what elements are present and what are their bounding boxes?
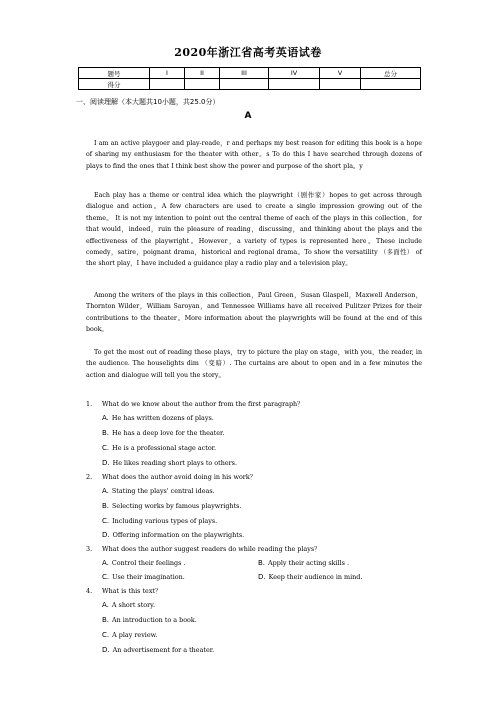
option-text: Offering information on the playwrights. [112,531,245,539]
answer-option[interactable] [102,487,215,495]
passage-paragraph: To get the most out of reading these plays，try to picture the play on stage，with you，the reader, in the audience. The houselights dim （变暗）. The curtains are about to open and in a few minutes the action and dialogue will tell you the story。 [86,349,422,379]
answer-option[interactable] [102,459,237,467]
question-number: 3. [86,545,93,553]
question-text: What do we know about the author from the first paragraph？ [102,400,304,408]
answer-option[interactable] [102,531,244,539]
score-cell: III [220,68,269,79]
option-text: He is a professional stage actor. [112,444,217,452]
passage-paragraph: Among the writers of the plays in this collection，Paul Green，Susan Glaspell，Maxwell Anderson，Thornton Wilder，William Saroyan，and Tennessee Williams have all received Pulitzer Prizes for their contributions to the theater。More information about the playwrights will be found at the end of this book。 [86,292,422,334]
score-table-header-row [79,68,421,79]
answer-option[interactable] [102,559,185,567]
option-text: Selecting works by famous playwrights. [112,502,242,510]
option-letter: A. [102,559,109,567]
question-stem [86,586,161,595]
answer-option[interactable] [102,616,197,624]
score-cell: I [150,68,185,79]
option-text: An introduction to a book. [112,616,197,624]
score-cell: 得分 [79,79,150,90]
score-cell: IV [269,68,320,79]
answer-option[interactable] [102,429,224,437]
option-text: He likes reading short plays to others. [112,459,237,467]
score-cell [320,79,361,90]
question-text: What does the author avoid doing in his work？ [102,473,257,481]
option-text: He has written dozens of plays. [111,414,214,422]
answer-option[interactable] [102,444,216,452]
option-text: Control their feelings . [111,559,186,567]
question-number: 4. [86,587,93,595]
option-letter: D. [102,531,110,539]
option-letter: D. [102,646,110,654]
option-text: Apply their acting skills . [268,559,349,567]
answer-option[interactable] [102,573,185,581]
option-letter: A. [102,414,109,422]
option-text: An advertisement for a theater. [112,646,215,654]
option-text: Use their imagination. [112,573,185,581]
option-letter: A. [102,601,109,609]
answer-option[interactable] [102,631,157,639]
exam-title: 2020年浙江省高考英语试卷 [174,46,322,59]
answer-option[interactable] [102,601,155,609]
option-text: He has a deep love for the theater. [112,429,225,437]
option-letter: D. [258,573,266,581]
score-cell: 总分 [361,68,421,79]
section-heading: 一、阅读理解（本大题共10小题，共25.0分） [76,98,220,106]
option-letter: B. [102,429,110,437]
option-letter: C. [102,517,110,525]
score-cell [185,79,220,90]
option-text: Keep their audience in mind. [268,573,363,581]
question-text: What does the author suggest readers do while reading the plays？ [102,545,321,553]
score-cell [361,79,421,90]
answer-option[interactable] [102,646,214,654]
option-letter: A. [102,487,109,495]
score-cell [150,79,185,90]
option-letter: C. [102,573,110,581]
option-letter: B. [102,616,110,624]
question-stem [86,399,304,408]
score-cell: II [185,68,220,79]
option-letter: D. [102,459,110,467]
question-number: 2. [86,473,93,481]
option-text: Including various types of plays. [112,517,218,525]
question-number: 1. [86,400,93,408]
score-cell: 题号 [79,68,150,79]
passage-paragraph: Each play has a theme or central idea which the playwright（剧作家）hopes to get across through dialogue and action。A few characters are used to create a single impression growing out of the theme。 It is not my intention to point out the central theme of each of the plays in this collection，for that would，indeed，ruin the pleasure of reading，discussing，and thinking about the plays and the effectiveness of the playwright。However，a variety of types is represented here。These include comedy，satire，poignant drama，historical and regional drama。To show the versatility （多面性） of the short play，I have included a guidance play a radio play and a television play。 [86,192,422,268]
option-letter: C. [102,444,110,452]
answer-option[interactable] [258,559,349,567]
score-cell [220,79,269,90]
question-text: What is this text？ [102,587,162,595]
passage-label: A [244,111,252,121]
score-table-score-row [79,79,421,90]
score-cell [269,79,320,90]
answer-option[interactable] [102,517,217,525]
option-text: A short story. [111,601,155,609]
option-text: Stating the plays' central ideas. [111,487,215,495]
answer-option[interactable] [102,414,214,422]
passage-paragraph: I am an active playgoer and play-reade，r and perhaps my best reason for editing this book is a hope of sharing my enthusiasm for the theater with other。s To do this I have searched through dozens of plays to find the ones that I think best show the power and purpose of the short pla。y [86,140,422,170]
score-cell: V [320,68,361,79]
score-table [78,67,421,90]
question-stem [86,544,321,553]
option-text: A play review. [112,631,158,639]
option-letter: B. [102,502,110,510]
option-letter: C. [102,631,110,639]
answer-option[interactable] [102,502,241,510]
option-letter: B. [258,559,266,567]
question-stem [86,472,256,481]
answer-option[interactable] [258,573,362,581]
